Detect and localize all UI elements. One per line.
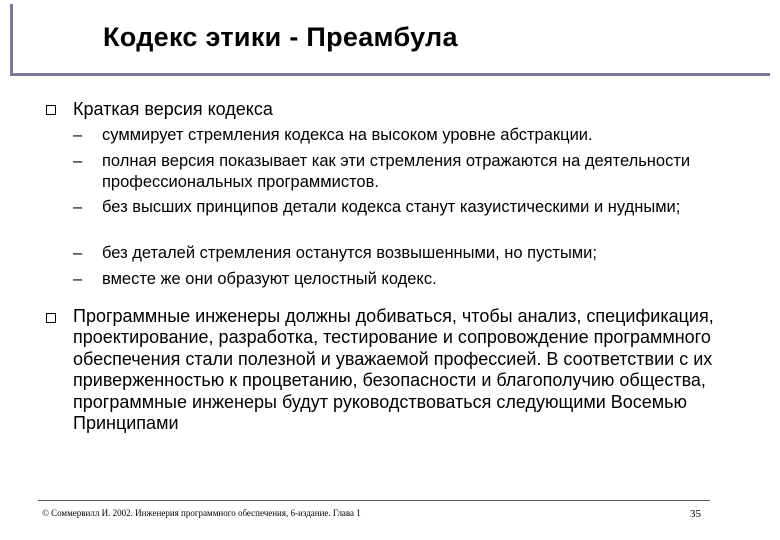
dash-marker: – (73, 270, 83, 288)
sub-item-text: без высших принципов детали кодекса станут казуистическими и нудными; (102, 198, 681, 216)
footer-divider (38, 500, 710, 501)
footer-copyright: © Соммервилл И. 2002. Инженерия программного обеспечения, 6-издание. Глава 1 (42, 508, 361, 518)
bullet-engineers-paragraph: Программные инженеры должны добиваться, чтобы анализ, спецификация, проектирование, разработка, тестирование и сопровождение программного обеспечения стали полезной и уважаемой профессией. В соответствии с их приверженностью к процветанию, безопасности и благополучию общества, программные инженеры будут руководствоваться следующими Восемью Принципами (73, 306, 714, 434)
sub-item-3 (73, 197, 733, 218)
bullet-short-version: Краткая версия кодекса (73, 99, 273, 119)
sub-item-text: без деталей стремления останутся возвышенными, но пустыми; (102, 244, 597, 262)
dash-marker: – (73, 198, 83, 216)
dash-marker: – (73, 244, 83, 262)
slide-title: Кодекс этики - Преамбула (103, 22, 458, 52)
square-bullet-icon (46, 105, 56, 115)
page-number: 35 (690, 508, 701, 520)
sub-item-text: суммирует стремления кодекса на высоком уровне абстракции. (102, 126, 593, 144)
sub-item-text: полная версия показывает как эти стремления отражаются на деятельности профессиональных программистов. (102, 152, 691, 191)
square-bullet-icon (46, 313, 56, 323)
sub-item-5 (73, 269, 733, 290)
sub-item-1 (73, 125, 733, 146)
dash-marker: – (73, 126, 83, 144)
dash-marker: – (73, 152, 83, 170)
sub-item-4 (73, 243, 733, 264)
sub-item-text: вместе же они образуют целостный кодекс. (102, 270, 437, 288)
sub-item-2 (73, 151, 733, 193)
